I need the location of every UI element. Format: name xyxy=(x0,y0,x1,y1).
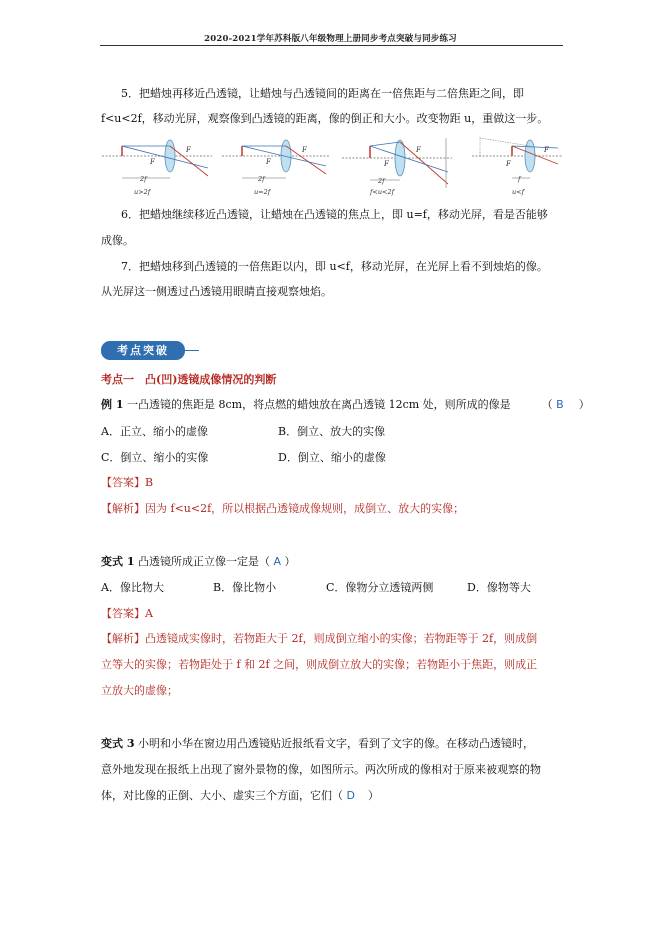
diagram-u-gt-2f xyxy=(102,140,212,196)
diagram2-caption: u=2f xyxy=(254,188,271,196)
step7-line1: 7．把蜡烛移到凸透镜的一倍焦距以内，即 u<f，移动光屏，在光屏上看不到烛焰的像。 xyxy=(121,260,548,273)
variant1-answer-inline: A xyxy=(273,555,282,568)
variant1-analysis-line2: 立等大的实像；若物距处于 f 和 2f 之间，则成倒立放大的实像；若物距小于焦距，则成正 xyxy=(101,658,538,671)
kaodian-title: 考点一 凸(凹)透镜成像情况的判断 xyxy=(101,373,277,386)
diagram3-dist-label: 2f xyxy=(378,177,385,185)
badge-divider xyxy=(185,350,199,351)
step7-line2: 从光屏这一侧透过凸透镜用眼睛直接观察烛焰。 xyxy=(101,285,332,298)
example1-answer-inline: B xyxy=(556,398,564,411)
variant1-text: 凸透镜所成正立像一定是（ xyxy=(137,555,270,568)
svg-text:F: F xyxy=(416,146,421,154)
diagram4-f-label: F xyxy=(506,160,511,168)
diagram1-caption: u>2f xyxy=(134,188,151,196)
variant3-line3 xyxy=(101,789,379,803)
variant1-option-a: A．像比物大 xyxy=(101,581,164,594)
diagram4-caption: u<f xyxy=(512,188,525,196)
svg-text:F: F xyxy=(544,146,549,154)
example1-option-c: C．倒立、缩小的实像 xyxy=(101,451,209,464)
example1-paren-open: （ xyxy=(541,398,553,411)
header-divider xyxy=(100,45,563,46)
variant3-text-line3: 体，对比像的正倒、大小、虚实三个方面，它们（ xyxy=(101,789,343,802)
example1-analysis: 【解析】因为 f<u<2f，所以根据凸透镜成像规则，成倒立、放大的实像； xyxy=(101,502,465,515)
example1-option-d: D．倒立、缩小的虚像 xyxy=(278,451,386,464)
variant3-text-line1: 小明和小华在窗边用凸透镜贴近报纸看文字，看到了文字的像。在移动凸透镜时， xyxy=(137,737,534,750)
diagram-f-lt-u-lt-2f xyxy=(342,138,452,196)
diagram2-dist-label: 2f xyxy=(258,175,265,183)
diagram4-dist-label: f xyxy=(518,175,521,183)
step6-line2: 成像。 xyxy=(101,234,134,247)
diagram2-f-label: F xyxy=(266,158,271,166)
example1-text: 一凸透镜的焦距是 8cm，将点燃的蜡烛放在离凸透镜 12cm 处，则所成的像是 xyxy=(126,398,511,411)
step6-line1: 6．把蜡烛继续移近凸透镜，让蜡烛在凸透镜的焦点上，即 u=f，移动光屏，看是否能够 xyxy=(121,208,548,221)
diagram3-f-label: F xyxy=(384,160,389,168)
variant1-analysis-line3: 立放大的虚像； xyxy=(101,684,178,697)
example1-option-a: A．正立、缩小的虚像 xyxy=(101,425,208,438)
step5-line2: f<u<2f，移动光屏，观察像到凸透镜的距离，像的倒正和大小。改变物距 u，重做这一步。 xyxy=(101,112,549,125)
svg-text:F: F xyxy=(302,146,307,154)
variant3-line1 xyxy=(101,737,534,751)
diagram3-caption: f<u<2f xyxy=(370,188,395,196)
variant1-option-b: B．像比物小 xyxy=(213,581,277,594)
diagram-u-eq-2f xyxy=(222,140,330,196)
step5-line1: 5．把蜡烛再移近凸透镜，让蜡烛与凸透镜间的距离在一倍焦距与二倍焦距之间，即 xyxy=(121,87,524,100)
lens-diagrams xyxy=(100,134,565,198)
variant1-paren-close: ） xyxy=(284,555,296,568)
page-header: 2020-2021学年苏科版八年级物理上册同步考点突破与同步练习 xyxy=(204,34,457,44)
svg-text:F: F xyxy=(186,146,191,154)
example1-answer: 【答案】B xyxy=(101,476,154,489)
variant3-line2: 意外地发现在报纸上出现了窗外景物的像，如图所示。两次所成的像相对于原来被观察的物 xyxy=(101,763,541,776)
variant1-label: 变式 1 xyxy=(101,555,135,568)
diagram1-dist-label: 2f xyxy=(140,175,147,183)
variant1-answer: 【答案】A xyxy=(101,607,153,620)
variant3-label: 变式 3 xyxy=(101,737,135,750)
variant3-paren-close: ） xyxy=(367,789,379,802)
example1-label: 例 1 xyxy=(101,398,124,411)
variant3-answer-inline: D xyxy=(346,789,355,802)
example1-option-b: B．倒立、放大的实像 xyxy=(278,425,386,438)
diagram-u-lt-f xyxy=(472,136,562,196)
variant1-analysis-line1: 【解析】凸透镜成实像时，若物距大于 2f，则成倒立缩小的实像；若物距等于 2f，则成倒 xyxy=(101,632,538,645)
example1-question xyxy=(101,398,590,412)
variant1-option-c: C．像物分立透镜两侧 xyxy=(326,581,434,594)
section-badge: 考点突破 xyxy=(101,341,185,360)
variant1-question xyxy=(101,555,296,569)
diagram1-f-label: F xyxy=(150,158,155,166)
variant1-option-d: D．像物等大 xyxy=(467,581,531,594)
example1-paren-close: ） xyxy=(578,398,590,411)
